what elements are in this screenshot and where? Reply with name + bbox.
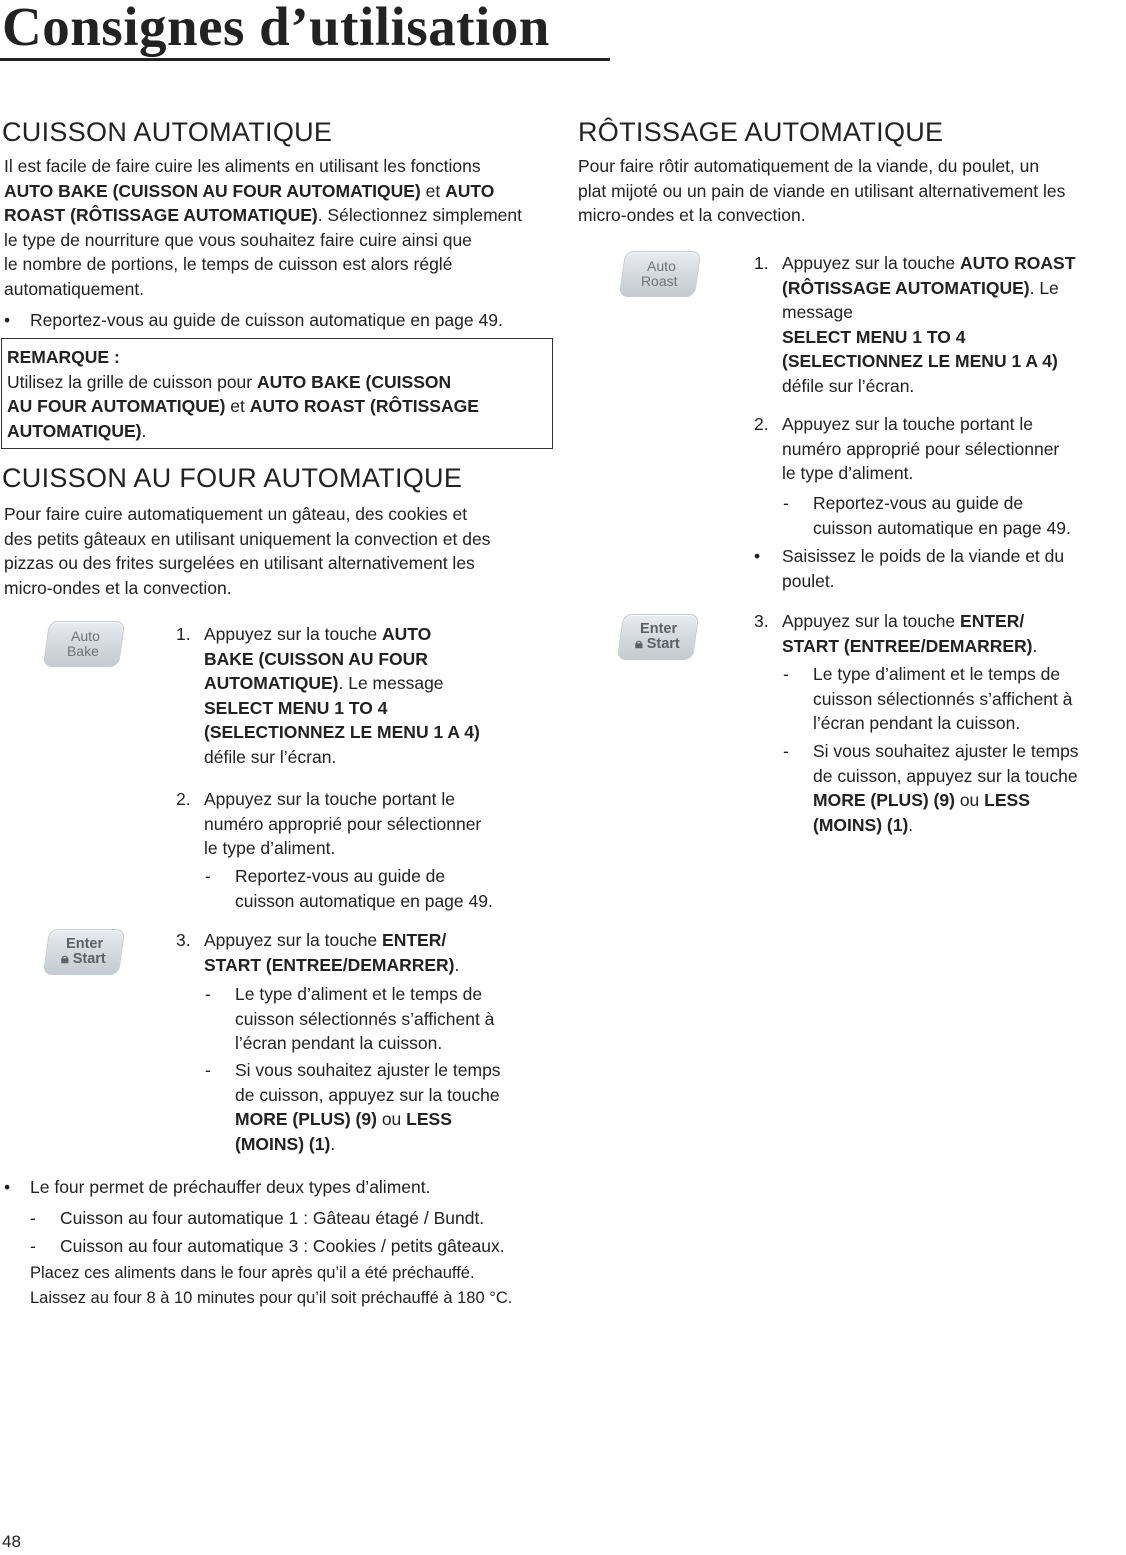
dash-icon: - [783,493,789,513]
text-line: pizzas ou des frites surgelées en utilisant alternativement les [4,553,475,573]
intro-paragraph [4,154,564,301]
dash-icon: - [783,741,789,761]
bullet-icon: • [4,310,11,330]
bullet-icon: • [4,1177,11,1197]
lock-icon: 🔒︎ [60,951,69,967]
text-line: micro-ondes et la convection. [578,205,806,225]
bullet-icon: • [754,546,761,566]
dash-icon: - [783,664,789,684]
step-number: 3. [754,611,769,631]
dash-icon: - [30,1208,36,1228]
dash-icon: - [205,866,211,886]
note-title: REMARQUE : [7,347,120,367]
page-number: 48 [2,1532,21,1551]
auto-bake-key: Auto Bake [43,621,125,667]
note-line: Utilisez la grille de cuisson pour AUTO BAKE (CUISSON [7,371,452,392]
dash-icon: - [30,1236,36,1256]
step-number: 1. [754,253,769,273]
note-line: AUTOMATIQUE). [7,420,147,441]
step-number: 3. [176,930,191,950]
bullet-text: Le four permet de préchauffer deux types d’aliment. [30,1177,431,1197]
heading-cuisson-au-four: CUISSON AU FOUR AUTOMATIQUE [2,463,463,493]
preheat-note: Placez ces aliments dans le four après qu’il a été préchauffé. Laissez au four 8 à 10 minutes pour qu’il soit préchauffé à 180 °C. [30,1264,513,1307]
text-line: Il est facile de faire cuire les aliments en utilisant les fonctions [4,156,481,176]
text-line: le nombre de portions, le temps de cuisson est alors réglé [4,254,453,274]
enter-start-key: Enter 🔒︎ Start [43,929,125,975]
text-line: automatiquement. [4,278,145,299]
step-number: 2. [176,789,191,809]
bullet-text: Reportez-vous au guide de cuisson automatique en page 49. [30,310,503,330]
text-line: Pour faire cuire automatiquement un gâteau, des cookies et [4,504,468,524]
title-underline [0,58,610,61]
text-line: ROAST (RÔTISSAGE AUTOMATIQUE). Sélectionnez simplement [4,205,522,225]
note-line: AU FOUR AUTOMATIQUE) et AUTO ROAST (RÔTISSAGE [7,396,479,416]
intro-paragraph [578,154,1126,228]
lock-icon: 🔒︎ [634,636,643,652]
dash-icon: - [205,1060,211,1080]
text-line: plat mijoté ou un pain de viande en utilisant alternativement les [578,180,1066,201]
dash-icon: - [205,984,211,1004]
page-title: Consignes d’utilisation [2,0,550,57]
text-line: Pour faire rôtir automatiquement de la viande, du poulet, un [578,156,1040,176]
heading-rotissage-automatique: RÔTISSAGE AUTOMATIQUE [578,117,944,147]
note-box [1,338,553,449]
text-line: des petits gâteaux en utilisant uniquement la convection et des [4,528,491,549]
step-number: 2. [754,414,769,434]
auto-roast-key: Auto Roast [619,251,701,297]
text-line: AUTO BAKE (CUISSON AU FOUR AUTOMATIQUE) et AUTO [4,180,495,201]
step-number: 1. [176,624,191,644]
text-line: micro-ondes et la convection. [4,577,232,598]
heading-cuisson-automatique: CUISSON AUTOMATIQUE [2,117,333,147]
intro-paragraph [4,502,564,600]
enter-start-key: Enter 🔒︎ Start [617,614,699,660]
text-line: le type de nourriture que vous souhaitez faire cuire ainsi que [4,229,472,250]
